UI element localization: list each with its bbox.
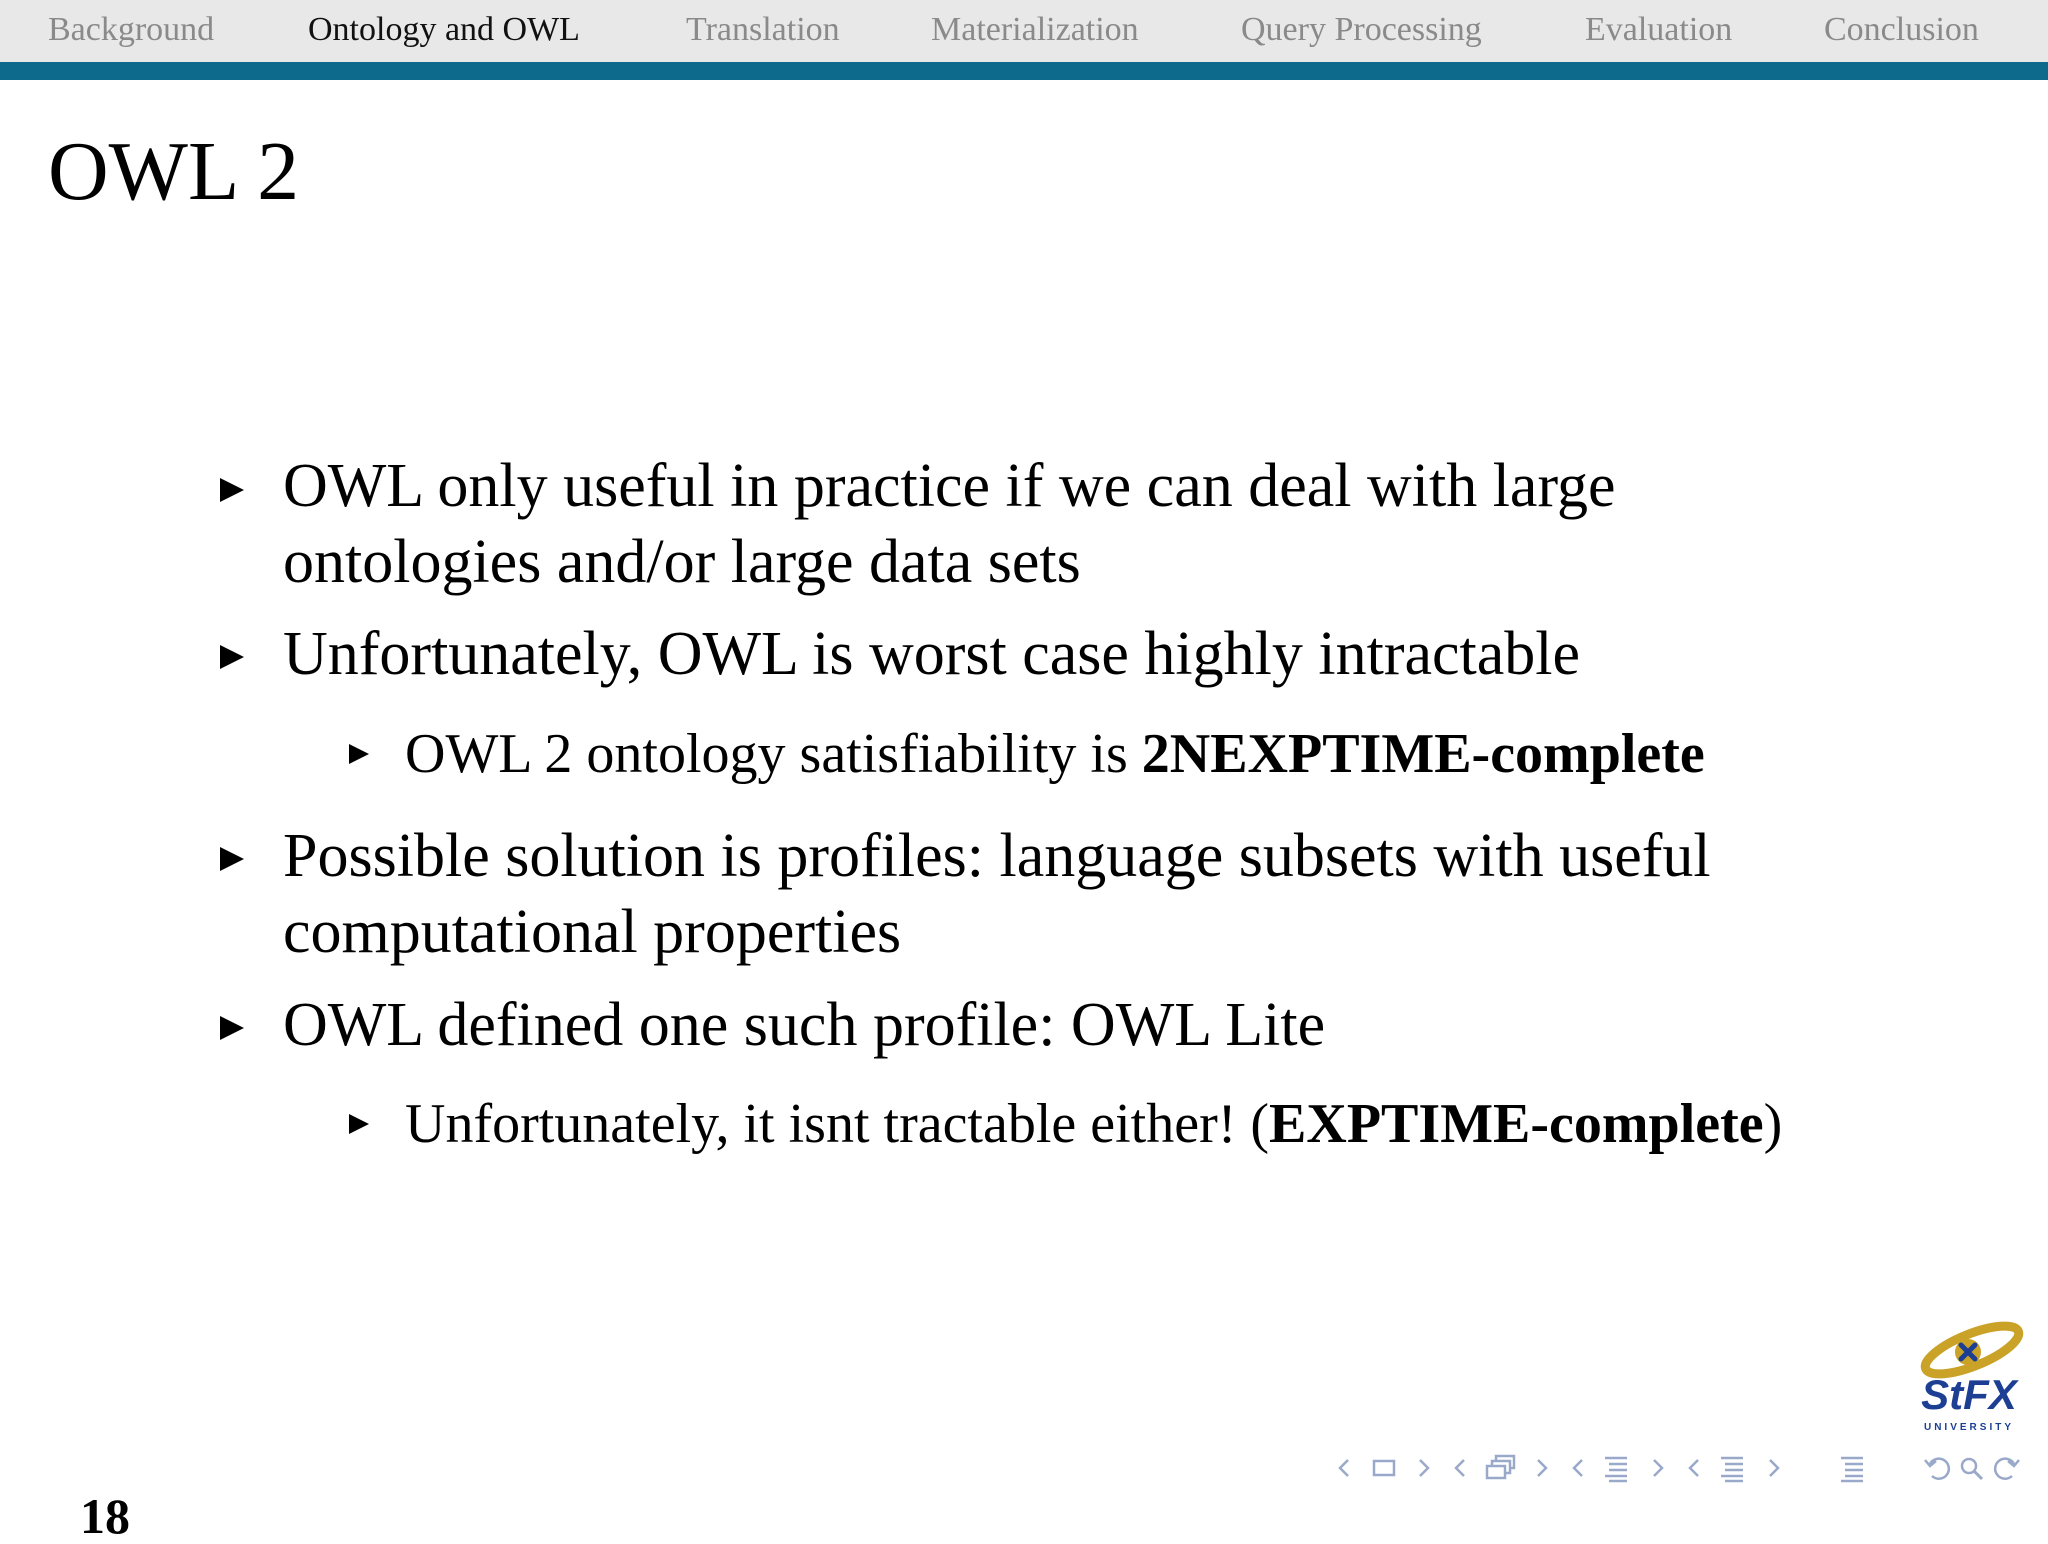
sub-bullet-marker-icon	[349, 1114, 369, 1134]
section-icon[interactable]	[1602, 1450, 1630, 1486]
arrow-right-icon[interactable]	[1534, 1450, 1550, 1486]
nav-item-evaluation[interactable]: Evaluation	[1585, 11, 1733, 48]
bullet-item	[283, 448, 1616, 600]
bullet-marker-icon	[220, 847, 244, 871]
bullet-item	[283, 616, 1580, 692]
slide-title: OWL 2	[48, 125, 300, 218]
arrow-left-icon[interactable]	[1686, 1450, 1702, 1486]
bullet-text: Possible solution is profiles: language subsets with useful	[283, 822, 1711, 890]
sub-bullet-item	[405, 1090, 1782, 1158]
nav-item-conclusion[interactable]: Conclusion	[1824, 11, 1979, 48]
nav-item-query-processing[interactable]: Query Processing	[1241, 11, 1482, 48]
nav-item-translation[interactable]: Translation	[686, 11, 840, 48]
nav-item-background[interactable]: Background	[48, 11, 215, 48]
sub-bullet-marker-icon	[349, 744, 369, 764]
bullet-item	[283, 818, 1711, 970]
bullet-text-continued: computational properties	[283, 898, 902, 966]
frame-icon[interactable]	[1372, 1450, 1396, 1486]
arrow-right-icon[interactable]	[1766, 1450, 1782, 1486]
bullet-marker-icon	[220, 645, 244, 669]
bullet-text-continued: ontologies and/or large data sets	[283, 528, 1081, 596]
sub-bullet-text: Unfortunately, it isnt tractable either! (	[405, 1093, 1270, 1155]
subsection-icon[interactable]	[1484, 1450, 1518, 1486]
bullet-text: OWL defined one such profile: OWL Lite	[283, 991, 1326, 1059]
complexity-class: EXPTIME-complete	[1269, 1093, 1764, 1155]
bullet-marker-icon	[220, 478, 244, 502]
undo-icon[interactable]	[1922, 1450, 1954, 1486]
search-icon[interactable]	[1958, 1450, 1986, 1486]
arrow-left-icon[interactable]	[1570, 1450, 1586, 1486]
logo-wordmark: StFX	[1921, 1371, 2017, 1418]
arrow-right-icon[interactable]	[1650, 1450, 1666, 1486]
slide-navigation-controls	[1336, 1450, 2036, 1486]
sub-bullet-item	[405, 720, 1705, 788]
arrow-left-icon[interactable]	[1336, 1450, 1352, 1486]
stfx-university-logo	[1906, 1316, 2032, 1436]
align-icon[interactable]	[1838, 1450, 1866, 1486]
arrow-left-icon[interactable]	[1452, 1450, 1468, 1486]
complexity-class: 2NEXPTIME-complete	[1141, 723, 1705, 785]
bullet-text: OWL only useful in practice if we can deal with large	[283, 452, 1616, 520]
closing-paren: )	[1763, 1093, 1783, 1155]
bullet-item	[283, 987, 1325, 1063]
nav-item-ontology-and-owl[interactable]: Ontology and OWL	[308, 11, 580, 48]
nav-item-materialization[interactable]: Materialization	[931, 11, 1139, 48]
logo-subtext: UNIVERSITY	[1923, 1422, 2015, 1433]
arrow-right-icon[interactable]	[1416, 1450, 1432, 1486]
sub-bullet-text: OWL 2 ontology satisfiability is	[405, 723, 1142, 785]
section-icon[interactable]	[1718, 1450, 1746, 1486]
redo-icon[interactable]	[1990, 1450, 2022, 1486]
page-number: 18	[80, 1488, 130, 1544]
bullet-text: Unfortunately, OWL is worst case highly intractable	[283, 620, 1581, 688]
bullet-marker-icon	[220, 1016, 244, 1040]
